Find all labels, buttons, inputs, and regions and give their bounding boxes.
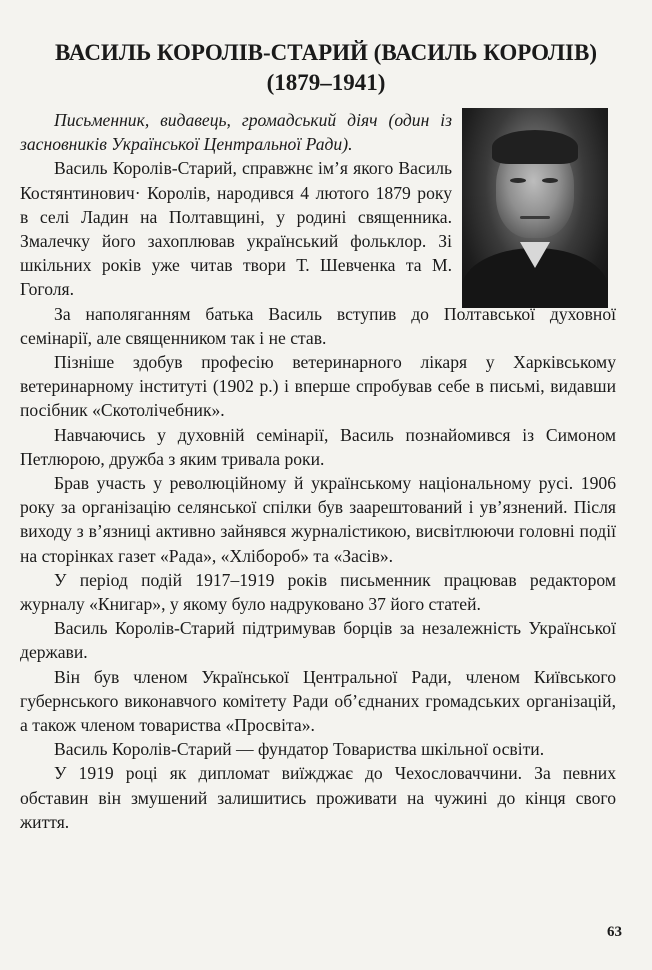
page-number: 63 xyxy=(607,924,622,940)
paragraph: Навчаючись у духовній семінарії, Василь познайомився із Симоном Петлюрою, дружба з яким тривала роки. xyxy=(20,424,616,469)
title-name: ВАСИЛЬ КОРОЛІВ-СТАРИЙ (ВАСИЛЬ КОРОЛІВ) xyxy=(54,40,598,65)
page-title xyxy=(20,38,632,98)
paragraph: Василь Королів-Старий, справжнє ім’я якого Василь Костянтинович· Королів, народився 4 лютого 1879 року в селі Ладин на Полтавщині, у родині священника. Змалечку його захоплював український фольклор. Зі шкільних років уже читав твори Т. Шевченка та М. Гоголя. xyxy=(20,158,452,300)
paragraph: За наполяганням батька Василь вступив до Полтавської духовної семінарії, але священником так і не став. xyxy=(20,303,616,348)
paragraph: Василь Королів-Старий підтримував борців за незалежність Української держави. xyxy=(20,618,616,663)
lead-paragraph: Письменник, видавець, громадський діяч (один із засновників Української Центральної Ради). xyxy=(20,110,452,155)
paragraph: Він був членом Української Центральної Ради, членом Київського губернського виконавчого комітету Ради об’єднаних громадських організацій, а також членом товариства «Просвіта». xyxy=(20,666,616,736)
paragraph: Брав участь у революційному й українському національному русі. 1906 року за організацію селянської спілки був заарештований і ув’язнений. Після виходу з в’язниці активно зайнявся журналістикою, висвітлюючи головні події на сторінках газет «Рада», «Хлібороб» та «Засів». xyxy=(20,473,616,566)
title-years: (1879–1941) xyxy=(266,70,386,95)
paragraph: У період подій 1917–1919 років письменник працював редактором журналу «Книгар», у якому було надруковано 37 його статей. xyxy=(20,569,616,615)
paragraph: Василь Королів-Старий — фундатор Товариства шкільної освіти. xyxy=(54,739,545,760)
paragraph: Пізніше здобув професію ветеринарного лікаря у Харківському ветеринарному інституті (1902 р.) і вперше спробував себе в письмі, видавши посібник «Скотолічебник». xyxy=(20,352,616,421)
article-body xyxy=(20,108,616,834)
paragraph: У 1919 році як дипломат виїжджає до Чехословаччини. За певних обставин він змушений залишитись проживати на чужині до кінця свого життя. xyxy=(20,763,616,832)
